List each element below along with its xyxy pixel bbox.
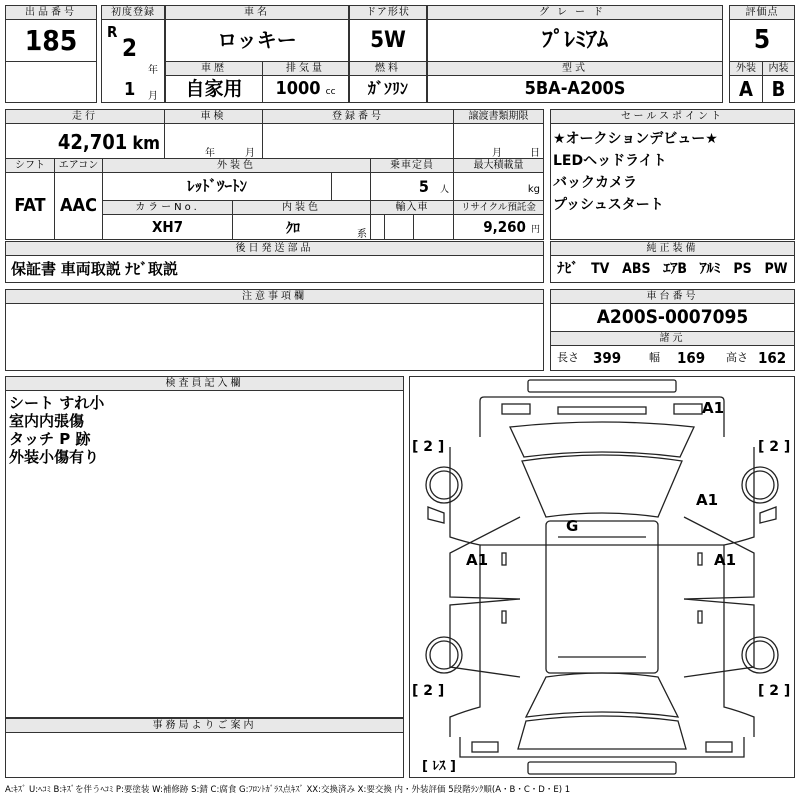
sales-points-list: [550, 123, 795, 240]
mileage-label: 走行: [5, 109, 165, 124]
tire-label: [ 2 ]: [758, 683, 791, 699]
sales-point-item: ★オークションデビュー★: [553, 131, 718, 147]
int-color-box: [232, 214, 371, 240]
notes-box: [5, 303, 544, 371]
model-label: 型式: [427, 61, 723, 76]
equipment-label: 純正装備: [550, 241, 795, 256]
history-label: 車歴: [165, 61, 263, 76]
equipment-item: PS: [733, 261, 752, 277]
shift-label: シフト: [5, 158, 55, 173]
grade: ﾌﾟﾚﾐｱﾑ: [427, 19, 723, 62]
inspector-line: 外装小傷有り: [9, 448, 100, 466]
ext-color: ﾚｯﾄﾞﾂｰﾄﾝ: [186, 177, 247, 195]
inspector-line: シート すれ小: [9, 394, 105, 412]
mileage-box: [5, 123, 165, 159]
displacement-box: [262, 75, 349, 103]
year-unit: 年: [148, 65, 158, 76]
displacement-label: 排気量: [262, 61, 349, 76]
tr-day-unit: 日: [530, 148, 540, 159]
tire-label: [ 2 ]: [412, 683, 445, 699]
inspection-box: [164, 123, 263, 159]
ext-color-box: [102, 172, 371, 201]
equipment-item: ｱﾙﾐ: [699, 261, 721, 277]
divider: [331, 173, 332, 200]
office-label: 事務局よりご案内: [5, 718, 404, 733]
damage-mark: A1: [714, 551, 737, 569]
capacity-label: 乗車定員: [370, 158, 454, 173]
spec-label: 諸元: [550, 331, 795, 346]
door-label: ドア形状: [349, 5, 427, 20]
dimensions-box: [550, 345, 795, 371]
damage-mark: A1: [466, 551, 489, 569]
car-history: 自家用: [165, 75, 263, 103]
damage-mark: G: [566, 517, 579, 535]
tire-label: [ 2 ]: [412, 439, 445, 455]
inspector-line: 室内内張傷: [9, 412, 85, 430]
ext-color-label: 外装色: [102, 158, 371, 173]
import-box: [370, 214, 454, 240]
sales-points-label: セールスポイント: [550, 109, 795, 124]
inspector-line: タッチ P 跡: [9, 430, 91, 448]
recycle-box: [453, 214, 544, 240]
recycle-fee: 9,260: [483, 218, 526, 236]
height: 162: [758, 349, 787, 367]
score: 5: [729, 19, 795, 62]
sales-point-item: バックカメラ: [553, 175, 637, 191]
tr-month-unit: 月: [492, 148, 502, 159]
int-color-label: 内装色: [232, 200, 371, 215]
displacement-unit: cc: [325, 87, 336, 97]
color-no-label: カラーNo.: [102, 200, 233, 215]
equipment-item: ABS: [622, 261, 651, 277]
insp-month-unit: 月: [245, 148, 255, 159]
inspection-label: 車検: [164, 109, 263, 124]
reg-year: 2: [122, 34, 138, 62]
recycle-label: リサイクル預託金: [453, 200, 544, 215]
lot-blank: [5, 61, 97, 103]
mileage: 42,701: [57, 130, 128, 154]
equipment-item: PW: [764, 261, 788, 277]
capacity-unit: 人: [439, 185, 449, 195]
car-name-label: 車名: [165, 5, 349, 20]
reg-month: 1: [124, 79, 136, 100]
chassis-label: 車台番号: [550, 289, 795, 304]
car-name: ロッキー: [165, 19, 349, 62]
int-color: ｸﾛ: [286, 221, 300, 237]
ac-label: エアコン: [54, 158, 103, 173]
damage-mark: A1: [702, 399, 725, 417]
month-unit: 月: [148, 91, 158, 102]
int-grade: B: [762, 75, 795, 103]
displacement: 1000: [275, 78, 321, 99]
fuel: ｶﾞｿﾘﾝ: [349, 75, 427, 103]
damage-diagram: [409, 376, 795, 778]
first-reg-label: 初度登録: [101, 5, 165, 20]
lot-number: 185: [5, 19, 97, 62]
mileage-unit: km: [132, 133, 160, 154]
length: 399: [593, 349, 622, 367]
sales-point-item: プッシュスタート: [553, 197, 664, 213]
transfer-box: [453, 123, 544, 159]
first-reg-box: [101, 19, 165, 103]
shift: FAT: [5, 172, 55, 240]
door-type: 5W: [349, 19, 427, 62]
reg-no-box: [262, 123, 454, 159]
width-label: 幅: [649, 351, 660, 364]
equipment-item: ﾅﾋﾞ: [557, 261, 579, 277]
recycle-unit: 円: [530, 225, 540, 235]
tire-label: [ 2 ]: [758, 439, 791, 455]
later-parts: 保証書 車両取説 ﾅﾋﾞ取説: [5, 255, 544, 283]
int-grade-label: 内装: [762, 61, 795, 76]
model-code: 5BA-A200S: [427, 75, 723, 103]
capacity: 5: [418, 177, 429, 196]
insp-year-unit: 年: [205, 148, 215, 159]
spare-tire-label: [ ﾚｽ ]: [422, 759, 456, 774]
color-no: XH7: [102, 214, 233, 240]
later-parts-label: 後日発送部品: [5, 241, 544, 256]
transfer-label: 譲渡書類期限: [453, 109, 544, 124]
length-label: 長さ: [557, 351, 579, 364]
height-label: 高さ: [726, 351, 748, 364]
aircon: AAC: [54, 172, 103, 240]
grade-label: グレード: [427, 5, 723, 20]
divider: [413, 215, 414, 239]
equipment-list: [550, 255, 795, 283]
damage-legend: A:ｷｽﾞ U:ﾍｺﾐ B:ｷｽﾞを伴うﾍｺﾐ P:要塗装 W:補修跡 S:錆 C:腐食 G:ﾌﾛﾝﾄｶﾞﾗｽ点ｷｽﾞ XX:交換済み X:要交換 内・外装評価 5段階ﾗﾝｸ順(A・B・C・D・E) 1: [5, 785, 571, 795]
load-label: 最大積載量: [453, 158, 544, 173]
era: R: [107, 23, 118, 41]
office-box: [5, 732, 404, 778]
divider: [384, 215, 385, 239]
import-label: 輸入車: [370, 200, 454, 215]
damage-mark: A1: [696, 491, 719, 509]
capacity-box: [370, 172, 454, 201]
int-color-suffix: 系: [357, 229, 367, 240]
score-label: 評価点: [729, 5, 795, 20]
inspector-notes: [5, 390, 404, 718]
sales-point-item: LEDヘッドライト: [553, 153, 667, 169]
chassis-number: A200S-0007095: [550, 303, 795, 332]
car-outline: [410, 377, 794, 777]
inspector-label: 検査員記入欄: [5, 376, 404, 391]
fuel-label: 燃料: [349, 61, 427, 76]
notes-label: 注意事項欄: [5, 289, 544, 304]
equipment-item: TV: [591, 261, 610, 277]
ext-grade: A: [729, 75, 763, 103]
load-unit: kg: [453, 172, 544, 201]
width: 169: [677, 349, 706, 367]
ext-grade-label: 外装: [729, 61, 763, 76]
equipment-item: ｴｱB: [663, 261, 687, 277]
reg-no-label: 登録番号: [262, 109, 454, 124]
lot-label: 出品番号: [5, 5, 97, 20]
